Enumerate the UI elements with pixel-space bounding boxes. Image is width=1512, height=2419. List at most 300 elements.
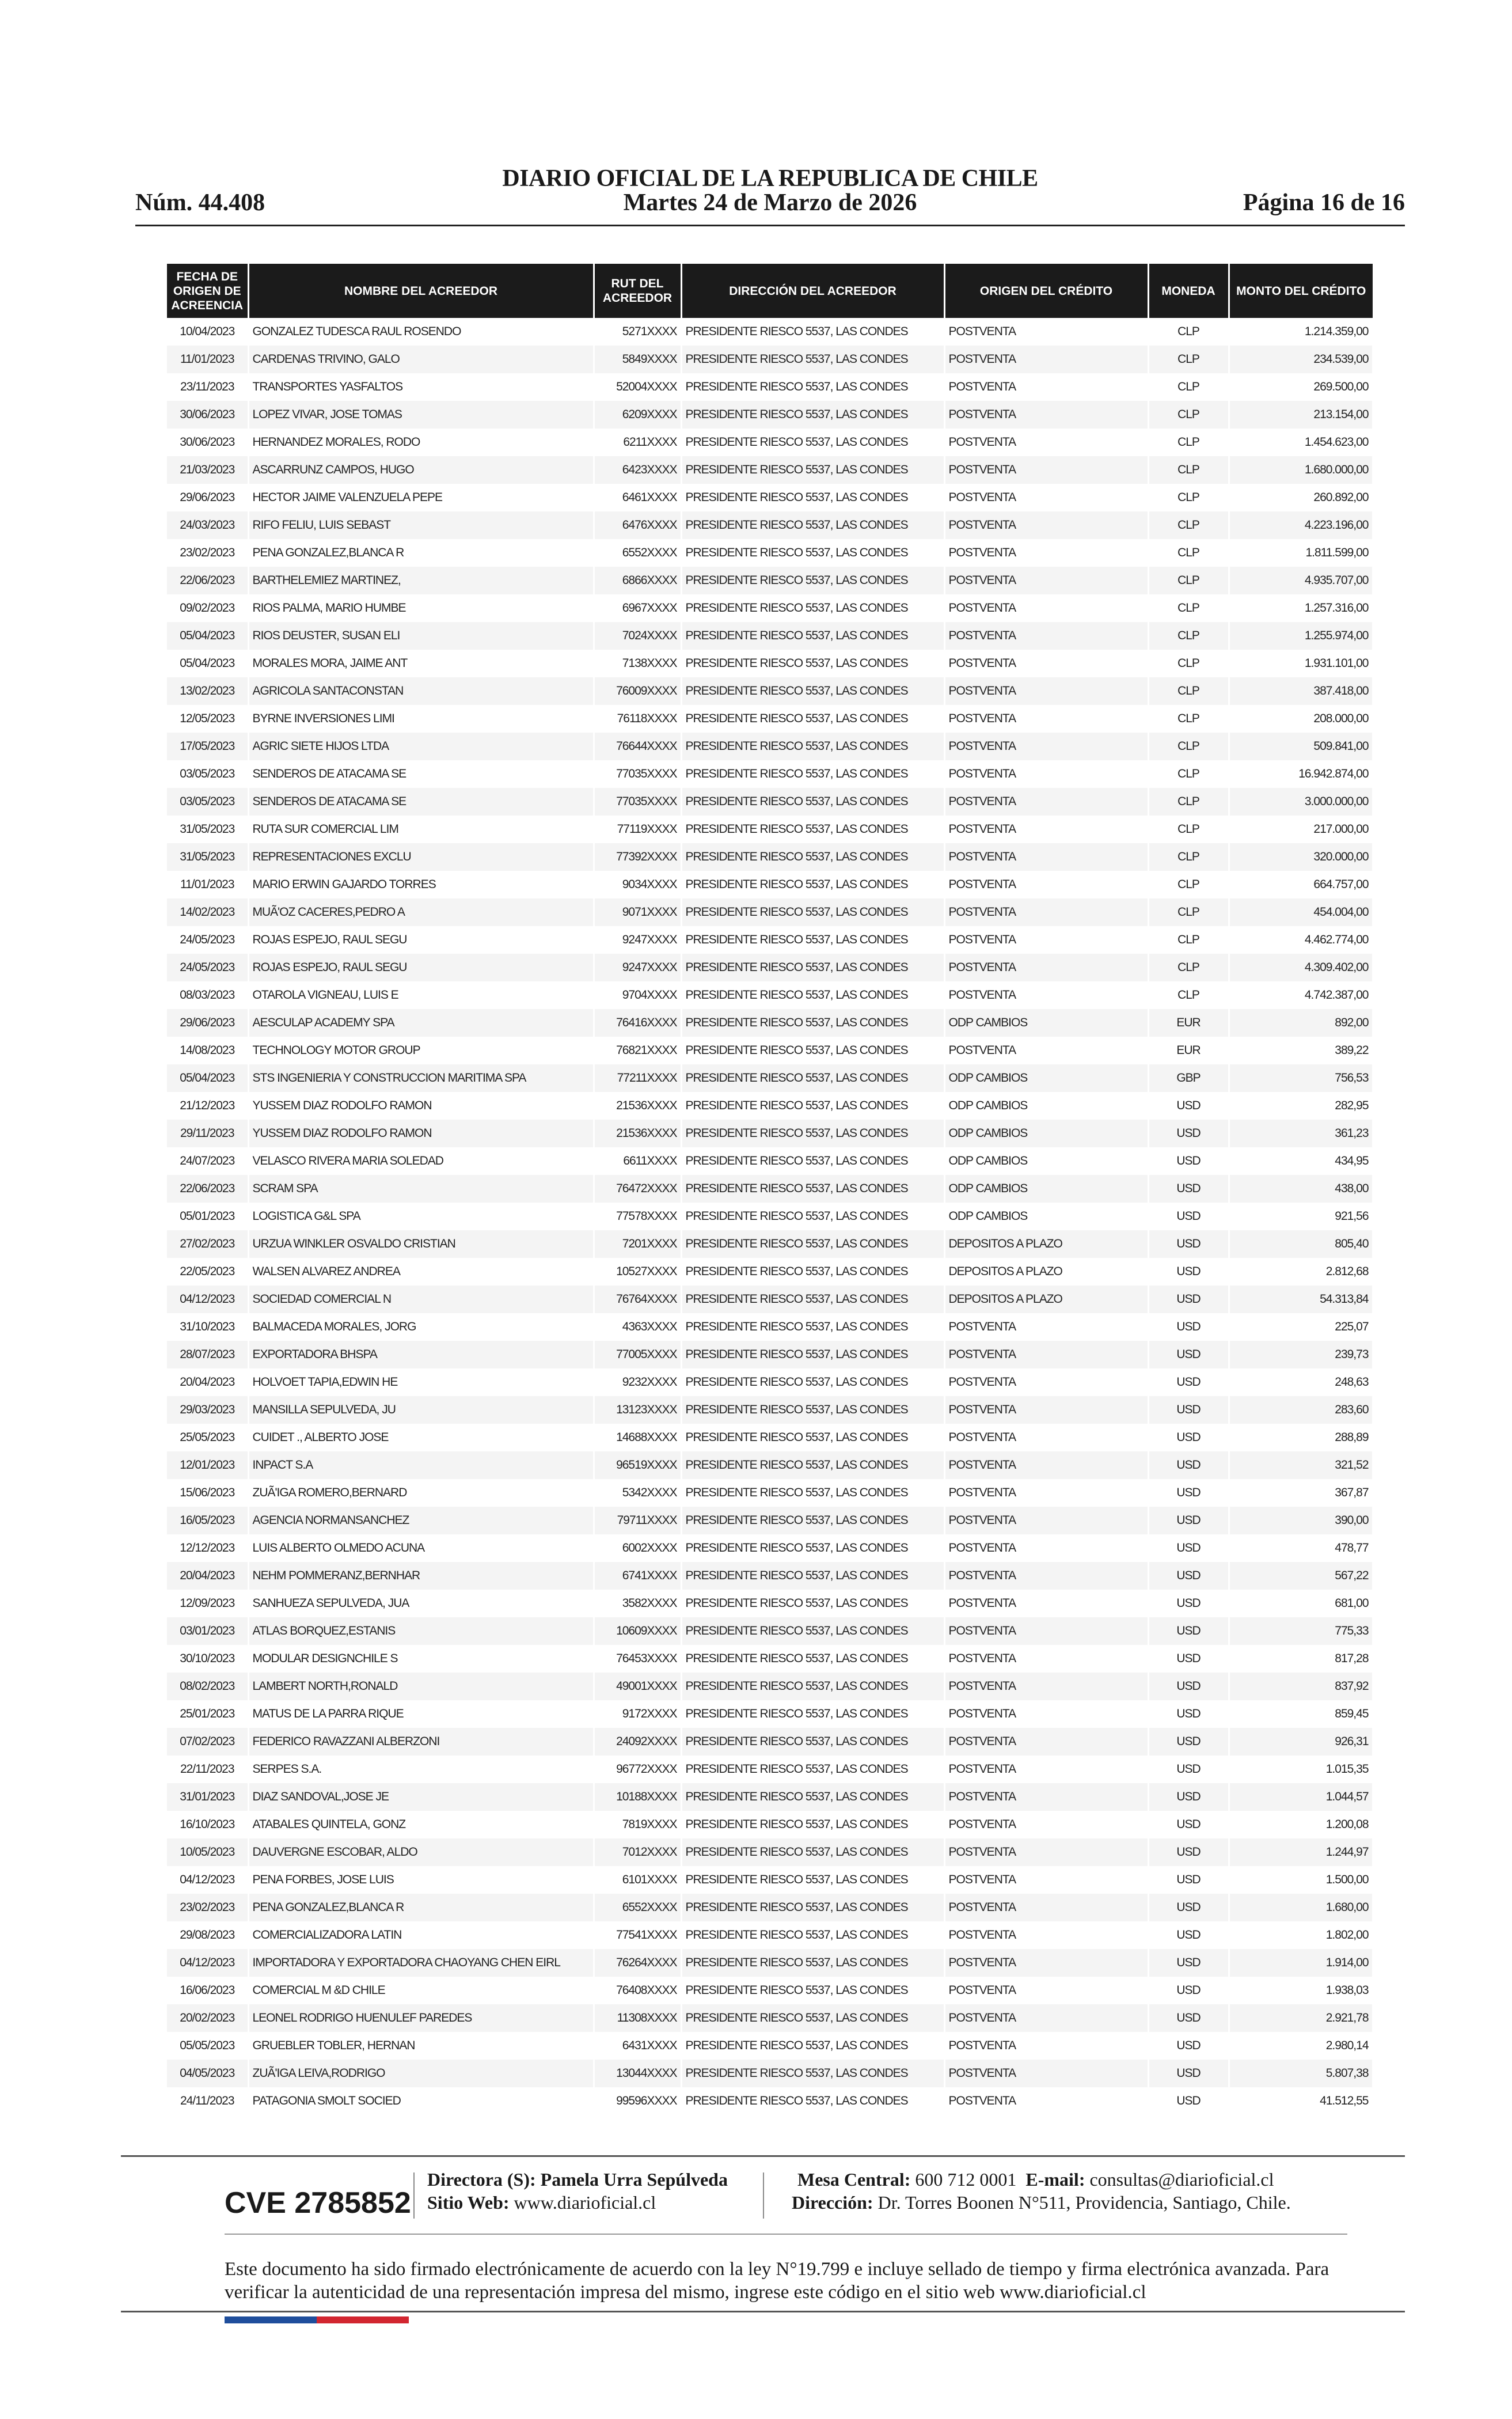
cell-credit-origin: POSTVENTA <box>944 1866 1148 1894</box>
cell-credit-origin: ODP CAMBIOS <box>944 1175 1148 1203</box>
cell-creditor-name: MODULAR DESIGNCHILE S <box>248 1645 594 1673</box>
page-number: Página 16 de 16 <box>1243 189 1405 216</box>
cell-address: PRESIDENTE RIESCO 5537, LAS CONDES <box>681 871 944 898</box>
cell-address: PRESIDENTE RIESCO 5537, LAS CONDES <box>681 981 944 1009</box>
cell-amount: 282,95 <box>1229 1092 1373 1120</box>
cell-currency: CLP <box>1148 926 1229 954</box>
cell-address: PRESIDENTE RIESCO 5537, LAS CONDES <box>681 1341 944 1368</box>
column-header-origin: ORIGEN DEL CRÉDITO <box>944 264 1148 318</box>
cell-rut: 9704XXXX <box>594 981 681 1009</box>
cell-date: 16/05/2023 <box>167 1507 248 1534</box>
cell-date: 05/04/2023 <box>167 650 248 677</box>
cell-creditor-name: IMPORTADORA Y EXPORTADORA CHAOYANG CHEN EIRL <box>248 1949 594 1977</box>
cell-credit-origin: POSTVENTA <box>944 2060 1148 2087</box>
table-row <box>167 401 1373 429</box>
cell-address: PRESIDENTE RIESCO 5537, LAS CONDES <box>681 1977 944 2004</box>
cell-currency: CLP <box>1148 567 1229 594</box>
cell-currency: USD <box>1148 1921 1229 1949</box>
cell-creditor-name: MATUS DE LA PARRA RIQUE <box>248 1700 594 1728</box>
cell-currency: USD <box>1148 2004 1229 2032</box>
cell-credit-origin: POSTVENTA <box>944 2087 1148 2115</box>
cell-credit-origin: POSTVENTA <box>944 1368 1148 1396</box>
cell-address: PRESIDENTE RIESCO 5537, LAS CONDES <box>681 677 944 705</box>
table-row <box>167 1728 1373 1756</box>
cell-creditor-name: PENA FORBES, JOSE LUIS <box>248 1866 594 1894</box>
table-row <box>167 1147 1373 1175</box>
cell-amount: 4.462.774,00 <box>1229 926 1373 954</box>
cell-creditor-name: ZUÃ'IGA ROMERO,BERNARD <box>248 1479 594 1507</box>
page-header <box>135 160 1405 225</box>
cell-creditor-name: TECHNOLOGY MOTOR GROUP <box>248 1037 594 1064</box>
cell-currency: USD <box>1148 1756 1229 1783</box>
cell-currency: USD <box>1148 1203 1229 1230</box>
website-line <box>427 2192 656 2213</box>
cell-creditor-name: DIAZ SANDOVAL,JOSE JE <box>248 1783 594 1811</box>
cell-credit-origin: POSTVENTA <box>944 429 1148 456</box>
cell-rut: 10527XXXX <box>594 1258 681 1286</box>
cell-credit-origin: POSTVENTA <box>944 1700 1148 1728</box>
cell-currency: CLP <box>1148 981 1229 1009</box>
cell-date: 24/05/2023 <box>167 926 248 954</box>
cell-address: PRESIDENTE RIESCO 5537, LAS CONDES <box>681 1534 944 1562</box>
cell-currency: USD <box>1148 1645 1229 1673</box>
cell-amount: 2.980,14 <box>1229 2032 1373 2060</box>
cell-rut: 4363XXXX <box>594 1313 681 1341</box>
table-row <box>167 1811 1373 1838</box>
table-row <box>167 1838 1373 1866</box>
cell-currency: USD <box>1148 1147 1229 1175</box>
cell-amount: 248,63 <box>1229 1368 1373 1396</box>
cell-amount: 2.921,78 <box>1229 2004 1373 2032</box>
cell-currency: USD <box>1148 1977 1229 2004</box>
cell-creditor-name: DAUVERGNE ESCOBAR, ALDO <box>248 1838 594 1866</box>
table-row <box>167 1479 1373 1507</box>
cell-date: 12/12/2023 <box>167 1534 248 1562</box>
cell-creditor-name: LOGISTICA G&L SPA <box>248 1203 594 1230</box>
cell-date: 10/04/2023 <box>167 318 248 346</box>
cell-creditor-name: RIOS PALMA, MARIO HUMBE <box>248 594 594 622</box>
cell-rut: 6476XXXX <box>594 511 681 539</box>
footer-divider-mid <box>225 2234 1347 2235</box>
cell-rut: 5849XXXX <box>594 346 681 373</box>
cell-creditor-name: PATAGONIA SMOLT SOCIED <box>248 2087 594 2115</box>
cell-currency: CLP <box>1148 760 1229 788</box>
email-label: E-mail: <box>1025 2169 1085 2190</box>
table-row <box>167 511 1373 539</box>
cell-rut: 7012XXXX <box>594 1838 681 1866</box>
cell-date: 04/12/2023 <box>167 1949 248 1977</box>
cell-date: 30/06/2023 <box>167 429 248 456</box>
cell-date: 09/02/2023 <box>167 594 248 622</box>
cell-creditor-name: CARDENAS TRIVINO, GALO <box>248 346 594 373</box>
cell-rut: 6431XXXX <box>594 2032 681 2060</box>
cell-credit-origin: ODP CAMBIOS <box>944 1120 1148 1147</box>
table-row <box>167 1009 1373 1037</box>
cell-amount: 775,33 <box>1229 1617 1373 1645</box>
cell-rut: 21536XXXX <box>594 1092 681 1120</box>
cell-rut: 49001XXXX <box>594 1673 681 1700</box>
cell-currency: CLP <box>1148 816 1229 843</box>
cell-credit-origin: POSTVENTA <box>944 843 1148 871</box>
cell-rut: 5342XXXX <box>594 1479 681 1507</box>
cell-address: PRESIDENTE RIESCO 5537, LAS CONDES <box>681 1147 944 1175</box>
cell-rut: 7201XXXX <box>594 1230 681 1258</box>
cell-creditor-name: BARTHELEMIEZ MARTINEZ, <box>248 567 594 594</box>
cell-credit-origin: POSTVENTA <box>944 456 1148 484</box>
email-link[interactable]: consultas@diarioficial.cl <box>1089 2169 1274 2190</box>
cell-address: PRESIDENTE RIESCO 5537, LAS CONDES <box>681 1728 944 1756</box>
cell-date: 23/02/2023 <box>167 1894 248 1921</box>
cell-amount: 859,45 <box>1229 1700 1373 1728</box>
cell-creditor-name: ATABALES QUINTELA, GONZ <box>248 1811 594 1838</box>
cell-address: PRESIDENTE RIESCO 5537, LAS CONDES <box>681 1562 944 1590</box>
cell-credit-origin: POSTVENTA <box>944 650 1148 677</box>
cell-rut: 77005XXXX <box>594 1341 681 1368</box>
cell-creditor-name: AGRIC SIETE HIJOS LTDA <box>248 733 594 760</box>
table-row <box>167 1921 1373 1949</box>
cell-currency: USD <box>1148 1479 1229 1507</box>
cell-credit-origin: POSTVENTA <box>944 1617 1148 1645</box>
cell-date: 08/03/2023 <box>167 981 248 1009</box>
cell-date: 03/05/2023 <box>167 760 248 788</box>
cell-amount: 4.309.402,00 <box>1229 954 1373 981</box>
cell-date: 28/07/2023 <box>167 1341 248 1368</box>
cell-currency: USD <box>1148 1286 1229 1313</box>
cell-rut: 76453XXXX <box>594 1645 681 1673</box>
cell-address: PRESIDENTE RIESCO 5537, LAS CONDES <box>681 346 944 373</box>
cell-address: PRESIDENTE RIESCO 5537, LAS CONDES <box>681 594 944 622</box>
address-line <box>792 2192 1291 2213</box>
cell-date: 31/05/2023 <box>167 843 248 871</box>
cell-currency: CLP <box>1148 401 1229 429</box>
cell-credit-origin: ODP CAMBIOS <box>944 1009 1148 1037</box>
cell-creditor-name: HECTOR JAIME VALENZUELA PEPE <box>248 484 594 511</box>
cell-rut: 6967XXXX <box>594 594 681 622</box>
cell-amount: 5.807,38 <box>1229 2060 1373 2087</box>
cell-credit-origin: ODP CAMBIOS <box>944 1092 1148 1120</box>
cell-currency: USD <box>1148 2087 1229 2115</box>
cell-creditor-name: SENDEROS DE ATACAMA SE <box>248 788 594 816</box>
cell-date: 05/01/2023 <box>167 1203 248 1230</box>
cell-address: PRESIDENTE RIESCO 5537, LAS CONDES <box>681 1203 944 1230</box>
cell-rut: 76118XXXX <box>594 705 681 733</box>
cell-rut: 7138XXXX <box>594 650 681 677</box>
table-row <box>167 373 1373 401</box>
cell-creditor-name: MORALES MORA, JAIME ANT <box>248 650 594 677</box>
cell-rut: 76009XXXX <box>594 677 681 705</box>
table-row <box>167 1534 1373 1562</box>
cell-credit-origin: POSTVENTA <box>944 539 1148 567</box>
cell-credit-origin: POSTVENTA <box>944 981 1148 1009</box>
cell-amount: 1.214.359,00 <box>1229 318 1373 346</box>
cell-creditor-name: INPACT S.A <box>248 1451 594 1479</box>
cell-currency: CLP <box>1148 484 1229 511</box>
table-row <box>167 1424 1373 1451</box>
cell-rut: 79711XXXX <box>594 1507 681 1534</box>
cell-amount: 16.942.874,00 <box>1229 760 1373 788</box>
cell-rut: 9232XXXX <box>594 1368 681 1396</box>
cell-rut: 6211XXXX <box>594 429 681 456</box>
cell-credit-origin: ODP CAMBIOS <box>944 1203 1148 1230</box>
cell-currency: USD <box>1148 1949 1229 1977</box>
cell-creditor-name: FEDERICO RAVAZZANI ALBERZONI <box>248 1728 594 1756</box>
cell-amount: 283,60 <box>1229 1396 1373 1424</box>
table-row <box>167 1977 1373 2004</box>
cell-date: 05/05/2023 <box>167 2032 248 2060</box>
cell-date: 29/08/2023 <box>167 1921 248 1949</box>
cell-credit-origin: POSTVENTA <box>944 401 1148 429</box>
cell-creditor-name: WALSEN ALVAREZ ANDREA <box>248 1258 594 1286</box>
cell-currency: USD <box>1148 1368 1229 1396</box>
table-row <box>167 539 1373 567</box>
cell-date: 20/02/2023 <box>167 2004 248 2032</box>
table-row <box>167 1562 1373 1590</box>
creditors-table <box>167 264 1374 2115</box>
cell-credit-origin: POSTVENTA <box>944 1396 1148 1424</box>
cell-credit-origin: POSTVENTA <box>944 1341 1148 1368</box>
cell-credit-origin: POSTVENTA <box>944 954 1148 981</box>
cell-credit-origin: POSTVENTA <box>944 871 1148 898</box>
website-label: Sitio Web: <box>427 2192 510 2213</box>
cell-credit-origin: POSTVENTA <box>944 1838 1148 1866</box>
cell-date: 11/01/2023 <box>167 346 248 373</box>
cell-amount: 2.812,68 <box>1229 1258 1373 1286</box>
cell-date: 24/07/2023 <box>167 1147 248 1175</box>
cell-currency: CLP <box>1148 373 1229 401</box>
cell-address: PRESIDENTE RIESCO 5537, LAS CONDES <box>681 318 944 346</box>
cell-date: 21/12/2023 <box>167 1092 248 1120</box>
cell-address: PRESIDENTE RIESCO 5537, LAS CONDES <box>681 760 944 788</box>
directora-label: Directora (S): <box>427 2169 536 2190</box>
cell-amount: 454.004,00 <box>1229 898 1373 926</box>
cell-currency: CLP <box>1148 650 1229 677</box>
table-row <box>167 456 1373 484</box>
cell-address: PRESIDENTE RIESCO 5537, LAS CONDES <box>681 2004 944 2032</box>
cell-currency: CLP <box>1148 733 1229 760</box>
cell-currency: CLP <box>1148 594 1229 622</box>
cell-currency: USD <box>1148 1617 1229 1645</box>
cell-amount: 225,07 <box>1229 1313 1373 1341</box>
cell-currency: USD <box>1148 1175 1229 1203</box>
cell-amount: 664.757,00 <box>1229 871 1373 898</box>
cell-creditor-name: COMERCIALIZADORA LATIN <box>248 1921 594 1949</box>
cell-rut: 14688XXXX <box>594 1424 681 1451</box>
table-row <box>167 429 1373 456</box>
cell-amount: 756,53 <box>1229 1064 1373 1092</box>
cell-currency: USD <box>1148 1230 1229 1258</box>
cell-currency: CLP <box>1148 346 1229 373</box>
cell-address: PRESIDENTE RIESCO 5537, LAS CONDES <box>681 1673 944 1700</box>
cell-amount: 1.015,35 <box>1229 1756 1373 1783</box>
table-row <box>167 705 1373 733</box>
cell-credit-origin: POSTVENTA <box>944 622 1148 650</box>
footer-separator <box>413 2172 415 2219</box>
cell-creditor-name: LOPEZ VIVAR, JOSE TOMAS <box>248 401 594 429</box>
cell-rut: 99596XXXX <box>594 2087 681 2115</box>
cell-date: 20/04/2023 <box>167 1368 248 1396</box>
cell-amount: 320.000,00 <box>1229 843 1373 871</box>
cell-credit-origin: POSTVENTA <box>944 898 1148 926</box>
cell-creditor-name: ROJAS ESPEJO, RAUL SEGU <box>248 954 594 981</box>
cell-amount: 478,77 <box>1229 1534 1373 1562</box>
cell-credit-origin: POSTVENTA <box>944 1534 1148 1562</box>
cell-currency: USD <box>1148 1396 1229 1424</box>
table-row <box>167 1590 1373 1617</box>
cell-address: PRESIDENTE RIESCO 5537, LAS CONDES <box>681 2060 944 2087</box>
table-row <box>167 622 1373 650</box>
column-header-name: NOMBRE DEL ACREEDOR <box>248 264 594 318</box>
cell-currency: CLP <box>1148 954 1229 981</box>
cell-amount: 208.000,00 <box>1229 705 1373 733</box>
cell-currency: USD <box>1148 1092 1229 1120</box>
cell-credit-origin: POSTVENTA <box>944 484 1148 511</box>
cell-credit-origin: DEPOSITOS A PLAZO <box>944 1286 1148 1313</box>
cell-rut: 6552XXXX <box>594 1894 681 1921</box>
cell-currency: USD <box>1148 1258 1229 1286</box>
cell-currency: CLP <box>1148 622 1229 650</box>
cell-address: PRESIDENTE RIESCO 5537, LAS CONDES <box>681 1507 944 1534</box>
cell-date: 13/02/2023 <box>167 677 248 705</box>
table-row <box>167 1368 1373 1396</box>
cell-credit-origin: POSTVENTA <box>944 733 1148 760</box>
cell-credit-origin: POSTVENTA <box>944 816 1148 843</box>
cell-date: 29/11/2023 <box>167 1120 248 1147</box>
cell-creditor-name: RIFO FELIU, LUIS SEBAST <box>248 511 594 539</box>
cell-address: PRESIDENTE RIESCO 5537, LAS CONDES <box>681 1313 944 1341</box>
cell-date: 21/03/2023 <box>167 456 248 484</box>
cell-creditor-name: RUTA SUR COMERCIAL LIM <box>248 816 594 843</box>
cell-address: PRESIDENTE RIESCO 5537, LAS CONDES <box>681 843 944 871</box>
cell-credit-origin: POSTVENTA <box>944 1728 1148 1756</box>
cell-amount: 213.154,00 <box>1229 401 1373 429</box>
cell-amount: 4.223.196,00 <box>1229 511 1373 539</box>
table-header-row <box>167 264 1373 318</box>
cell-currency: USD <box>1148 1894 1229 1921</box>
table-row <box>167 816 1373 843</box>
cell-amount: 921,56 <box>1229 1203 1373 1230</box>
cell-address: PRESIDENTE RIESCO 5537, LAS CONDES <box>681 1064 944 1092</box>
cell-amount: 361,23 <box>1229 1120 1373 1147</box>
cell-rut: 77392XXXX <box>594 843 681 871</box>
cell-address: PRESIDENTE RIESCO 5537, LAS CONDES <box>681 788 944 816</box>
cell-credit-origin: DEPOSITOS A PLAZO <box>944 1258 1148 1286</box>
cell-creditor-name: LAMBERT NORTH,RONALD <box>248 1673 594 1700</box>
cell-date: 14/08/2023 <box>167 1037 248 1064</box>
cell-date: 27/02/2023 <box>167 1230 248 1258</box>
cell-creditor-name: MARIO ERWIN GAJARDO TORRES <box>248 871 594 898</box>
table-row <box>167 1866 1373 1894</box>
cell-date: 05/04/2023 <box>167 1064 248 1092</box>
cell-credit-origin: POSTVENTA <box>944 1313 1148 1341</box>
cell-address: PRESIDENTE RIESCO 5537, LAS CONDES <box>681 650 944 677</box>
cell-amount: 367,87 <box>1229 1479 1373 1507</box>
table-row <box>167 1396 1373 1424</box>
cell-address: PRESIDENTE RIESCO 5537, LAS CONDES <box>681 484 944 511</box>
cell-rut: 9071XXXX <box>594 898 681 926</box>
cell-address: PRESIDENTE RIESCO 5537, LAS CONDES <box>681 1811 944 1838</box>
cell-currency: CLP <box>1148 539 1229 567</box>
cell-address: PRESIDENTE RIESCO 5537, LAS CONDES <box>681 567 944 594</box>
cell-credit-origin: POSTVENTA <box>944 1479 1148 1507</box>
cell-address: PRESIDENTE RIESCO 5537, LAS CONDES <box>681 1866 944 1894</box>
cell-currency: USD <box>1148 1838 1229 1866</box>
cell-currency: USD <box>1148 1590 1229 1617</box>
cell-address: PRESIDENTE RIESCO 5537, LAS CONDES <box>681 926 944 954</box>
column-header-date: FECHA DE ORIGEN DE ACREENCIA <box>167 264 248 318</box>
cell-creditor-name: ASCARRUNZ CAMPOS, HUGO <box>248 456 594 484</box>
table-row <box>167 318 1373 346</box>
table-row <box>167 1700 1373 1728</box>
cell-address: PRESIDENTE RIESCO 5537, LAS CONDES <box>681 705 944 733</box>
cell-rut: 77211XXXX <box>594 1064 681 1092</box>
footer-separator <box>763 2172 764 2219</box>
table-row <box>167 1120 1373 1147</box>
cell-rut: 7024XXXX <box>594 622 681 650</box>
cell-rut: 9034XXXX <box>594 871 681 898</box>
cell-credit-origin: POSTVENTA <box>944 1673 1148 1700</box>
cell-credit-origin: POSTVENTA <box>944 677 1148 705</box>
table-row <box>167 567 1373 594</box>
cell-creditor-name: GONZALEZ TUDESCA RAUL ROSENDO <box>248 318 594 346</box>
cell-currency: USD <box>1148 1534 1229 1562</box>
cell-currency: USD <box>1148 1811 1229 1838</box>
cell-creditor-name: OTAROLA VIGNEAU, LUIS E <box>248 981 594 1009</box>
table-row <box>167 1645 1373 1673</box>
cell-creditor-name: AGRICOLA SANTACONSTAN <box>248 677 594 705</box>
cell-address: PRESIDENTE RIESCO 5537, LAS CONDES <box>681 401 944 429</box>
cell-amount: 390,00 <box>1229 1507 1373 1534</box>
cell-address: PRESIDENTE RIESCO 5537, LAS CONDES <box>681 1092 944 1120</box>
cell-amount: 260.892,00 <box>1229 484 1373 511</box>
cell-address: PRESIDENTE RIESCO 5537, LAS CONDES <box>681 373 944 401</box>
cell-amount: 837,92 <box>1229 1673 1373 1700</box>
cell-rut: 6611XXXX <box>594 1147 681 1175</box>
cell-credit-origin: POSTVENTA <box>944 1756 1148 1783</box>
cell-rut: 77119XXXX <box>594 816 681 843</box>
cell-creditor-name: ATLAS BORQUEZ,ESTANIS <box>248 1617 594 1645</box>
cell-credit-origin: POSTVENTA <box>944 1783 1148 1811</box>
cell-amount: 321,52 <box>1229 1451 1373 1479</box>
cell-currency: CLP <box>1148 318 1229 346</box>
table-row <box>167 1092 1373 1120</box>
directora-name: Pamela Urra Sepúlveda <box>540 2169 728 2190</box>
cell-creditor-name: MANSILLA SEPULVEDA, JU <box>248 1396 594 1424</box>
cell-date: 30/06/2023 <box>167 401 248 429</box>
cell-credit-origin: POSTVENTA <box>944 1424 1148 1451</box>
cell-currency: CLP <box>1148 788 1229 816</box>
cell-currency: USD <box>1148 1728 1229 1756</box>
cell-amount: 805,40 <box>1229 1230 1373 1258</box>
cell-amount: 892,00 <box>1229 1009 1373 1037</box>
cve-code: CVE 2785852 <box>225 2186 411 2220</box>
cell-creditor-name: LEONEL RODRIGO HUENULEF PAREDES <box>248 2004 594 2032</box>
table-row <box>167 926 1373 954</box>
cell-amount: 4.742.387,00 <box>1229 981 1373 1009</box>
website-link[interactable]: www.diarioficial.cl <box>514 2192 656 2213</box>
cell-amount: 509.841,00 <box>1229 733 1373 760</box>
cell-address: PRESIDENTE RIESCO 5537, LAS CONDES <box>681 1009 944 1037</box>
cell-date: 30/10/2023 <box>167 1645 248 1673</box>
cell-address: PRESIDENTE RIESCO 5537, LAS CONDES <box>681 1286 944 1313</box>
cell-amount: 269.500,00 <box>1229 373 1373 401</box>
cell-address: PRESIDENTE RIESCO 5537, LAS CONDES <box>681 1617 944 1645</box>
cell-credit-origin: POSTVENTA <box>944 1811 1148 1838</box>
table-row <box>167 1203 1373 1230</box>
table-row <box>167 954 1373 981</box>
cell-credit-origin: POSTVENTA <box>944 318 1148 346</box>
cell-credit-origin: POSTVENTA <box>944 788 1148 816</box>
table-row <box>167 2004 1373 2032</box>
